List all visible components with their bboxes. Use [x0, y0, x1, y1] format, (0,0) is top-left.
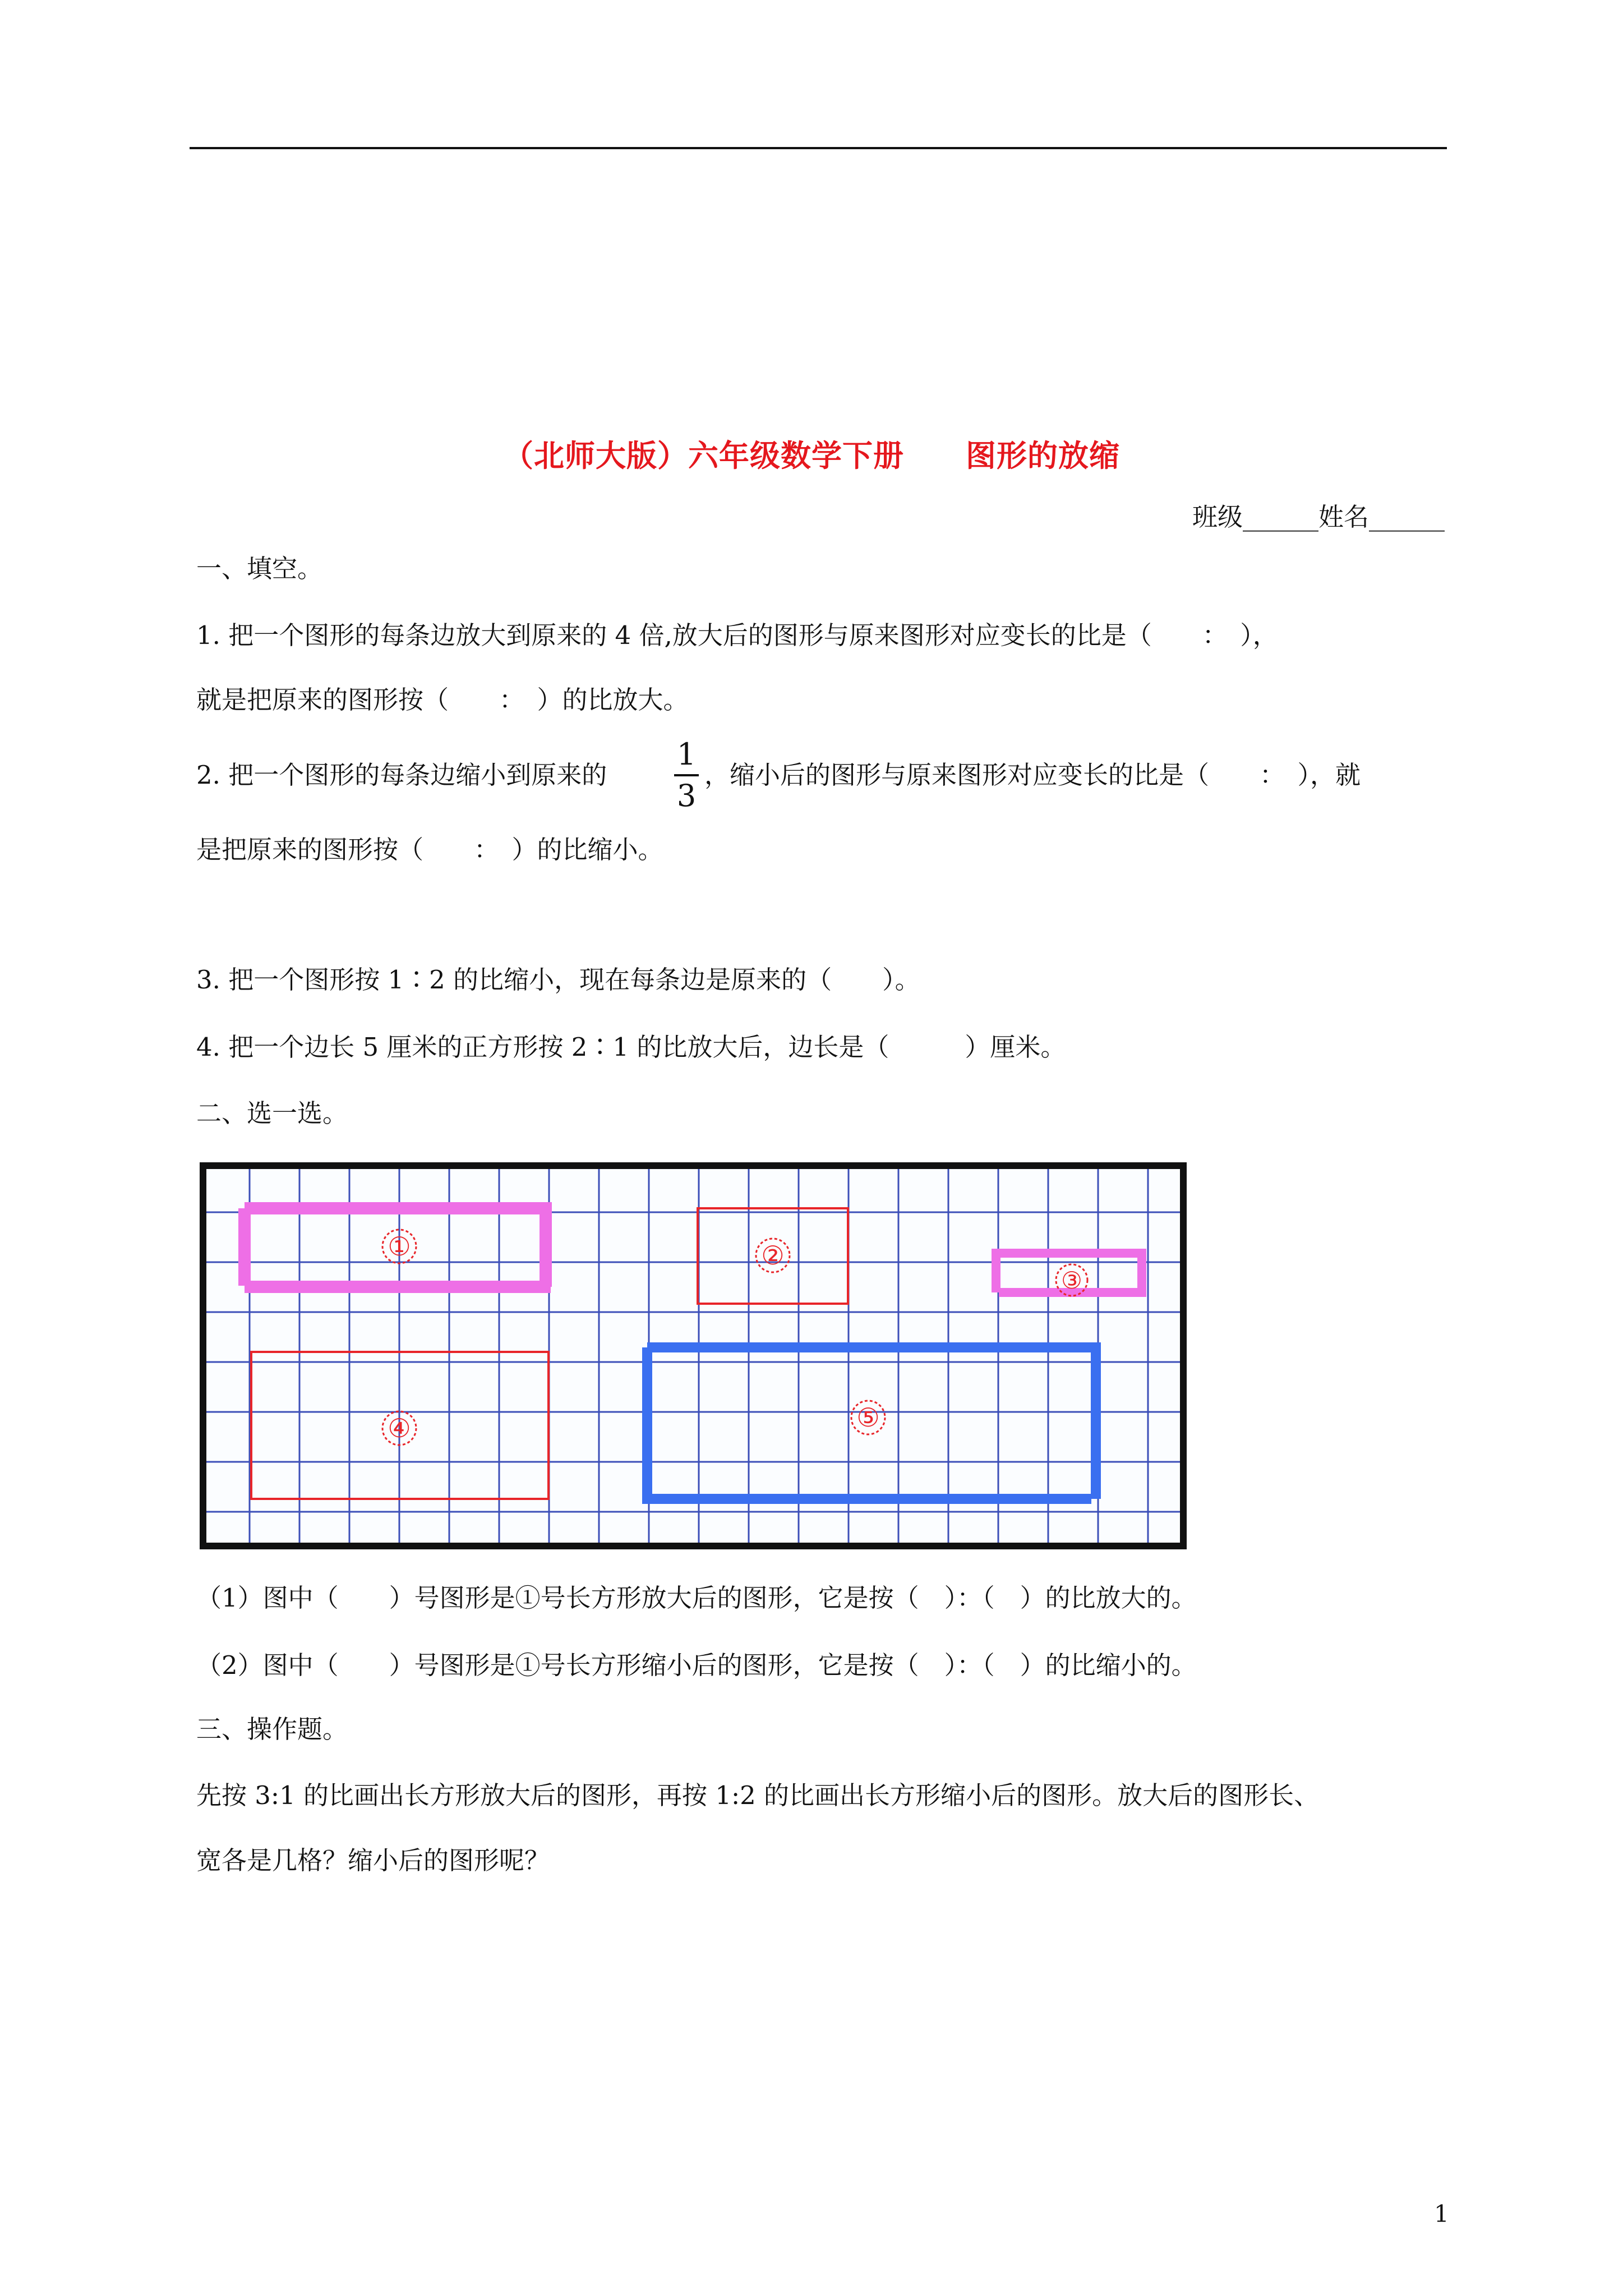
shape-5-label: ⑤	[856, 1402, 880, 1433]
section3-heading: 三、操作题。	[196, 1714, 348, 1744]
shape-1-label: ①	[388, 1231, 411, 1262]
question-2-line-2: 是把原来的图形按（ ： ）的比缩小。	[196, 835, 663, 864]
page-title: （北师大版）六年级数学下册 图形的放缩	[503, 438, 1120, 473]
shape-2-label: ②	[761, 1240, 785, 1271]
shape-3-label: ③	[1061, 1267, 1082, 1294]
grid-background	[200, 1162, 1187, 1549]
question-1-line-2: 就是把原来的图形按（ ： ）的比放大。	[196, 685, 689, 715]
fraction-bar	[674, 774, 699, 776]
question-2-line-1-a: 2. 把一个图形的每条边缩小到原来的	[196, 760, 607, 790]
task-line-2: 宽各是几格？缩小后的图形呢？	[196, 1846, 550, 1875]
question-3: 3. 把一个图形按 1∶2 的比缩小，现在每条边是原来的（ ）。	[196, 965, 920, 995]
section1-heading: 一、填空。	[196, 554, 323, 583]
shape-4-label: ④	[388, 1413, 411, 1443]
subquestion-1: （1）图中（ ）号图形是①号长方形放大后的图形，它是按（ ）：（ ）的比放大的。	[196, 1583, 1197, 1613]
task-line-1: 先按 3:1 的比画出长方形放大后的图形，再按 1:2 的比画出长方形缩小后的图形。放大后的图形长、	[196, 1780, 1320, 1810]
question-2-line-1-b: ，缩小后的图形与原来图形对应变长的比是（ ： ），就	[704, 760, 1361, 790]
page-number: 1	[1434, 2200, 1449, 2228]
question-1-line-1: 1. 把一个图形的每条边放大到原来的 4 倍,放大后的图形与原来图形对应变长的比是（ ： ），	[196, 620, 1278, 650]
fraction-numerator: 1	[676, 737, 697, 772]
question-4: 4. 把一个边长 5 厘米的正方形按 2∶1 的比放大后，边长是（ ）厘米。	[196, 1032, 1066, 1062]
header-rule	[190, 147, 1447, 149]
grid-figure	[200, 1162, 1187, 1549]
class-name-line: 班级______姓名______	[1192, 502, 1445, 532]
section2-heading: 二、选一选。	[196, 1098, 348, 1128]
fraction-denominator: 3	[676, 778, 697, 813]
fraction-one-third	[672, 739, 701, 811]
subquestion-2: （2）图中（ ）号图形是①号长方形缩小后的图形，它是按（ ）：（ ）的比缩小的。	[196, 1650, 1197, 1680]
